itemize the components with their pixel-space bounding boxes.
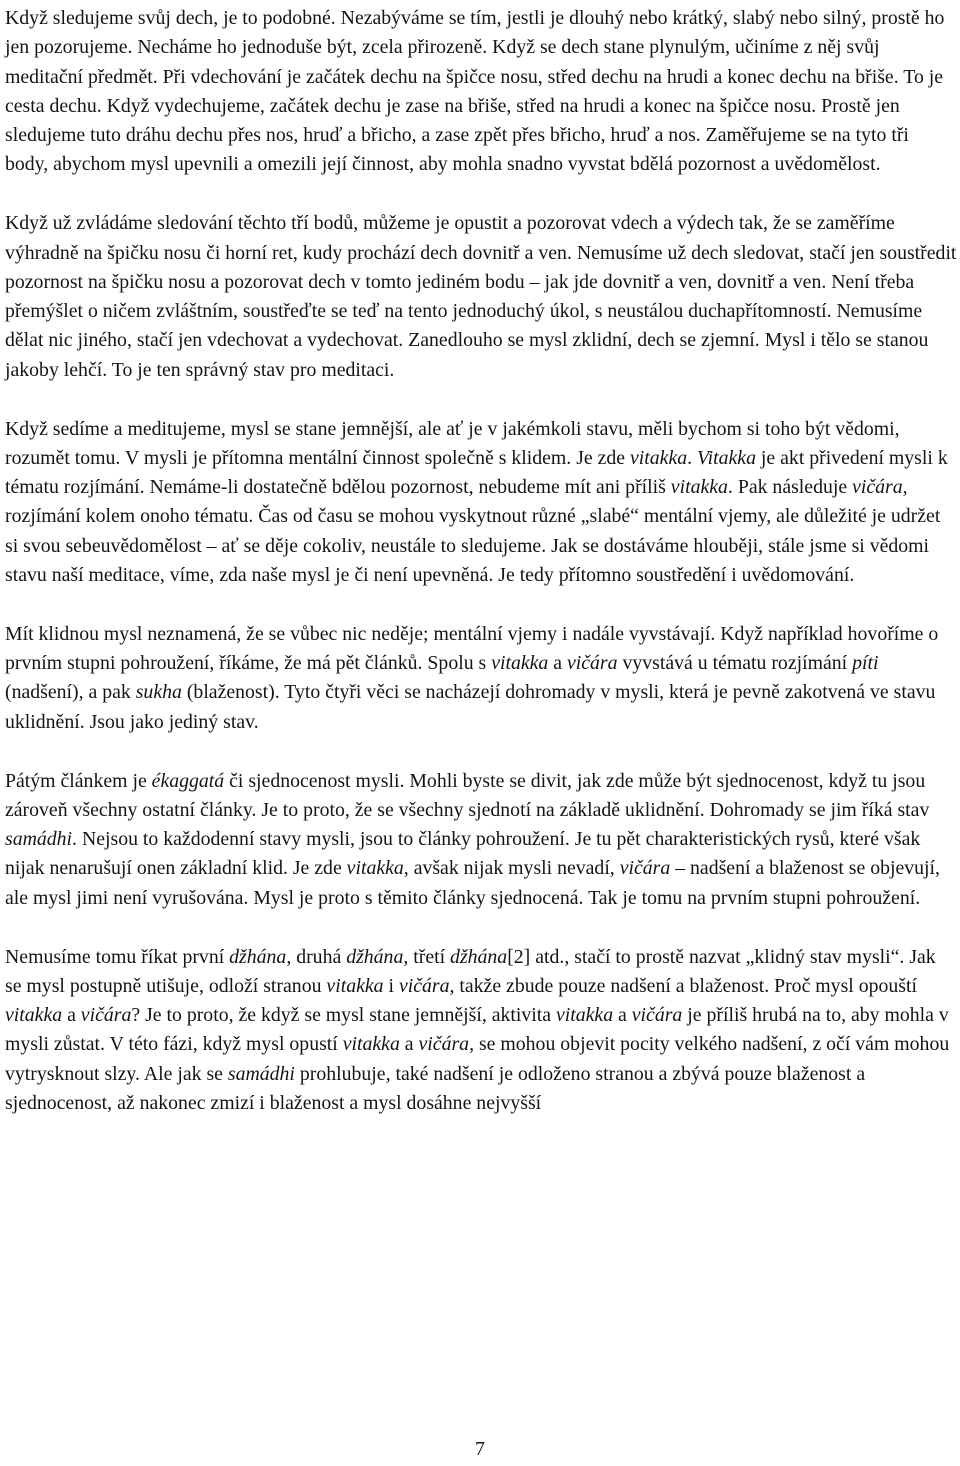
text-run: Když už zvládáme sledování těchto tří bodů, můžeme je opustit a pozorovat vdech a výdech tak, že se zaměříme výhradně na špičku nosu či horní ret, kudy prochází dech dovnitř a ven. Nemusíme už dech sledovat, stačí jen soustředit pozornost na špičku nosu a pozorovat dech v tomto jediném bodu – jak jde dovnitř a ven, dovnitř a ven. Není třeba přemýšlet o ničem zvláštním, soustřeďte se teď na tento jednoduchý úkol, s neustálou duchapřítomností. Nemusíme dělat nic jiného, stačí jen vdechovat a vydechovat. Zanedlouho se mysl zklidní, dech se zjemní. Mysl i tělo se stanou jakoby lehčí. To je ten správný stav pro meditaci.	[5, 212, 957, 381]
italic-term: vičára	[398, 974, 450, 997]
paragraph	[5, 943, 957, 1119]
italic-term: vitakka	[491, 652, 549, 675]
text-run: a	[548, 652, 567, 675]
italic-term: džhána	[346, 945, 404, 968]
text-run: [2] atd., stačí to prostě nazvat „klidný stav mysli“. Jak se mysl postupně utišuje, odloží stranou	[5, 945, 936, 997]
text-run: , druhá	[286, 945, 347, 968]
text-run: , rozjímání kolem onoho tématu. Čas od času se mohou vyskytnout různé „slabé“ mentální vjemy, ale důležité je udržet si svou sebeuvědomělost – ať se děje cokoliv, neustále to sledujeme. Jak se dostáváme hlouběji, stále jsme si vědomi stavu naší meditace, víme, zda naše mysl je či není upevněná. Je tedy přítomno soustředění i uvědomování.	[5, 476, 941, 587]
italic-term: vitakka	[630, 446, 688, 469]
text-run: . Nejsou to každodenní stavy mysli, jsou to články pohroužení. Je tu pět charakteristických rysů, které však nijak nenarušují onen základní klid. Je zde	[5, 828, 921, 880]
italic-term: Vitakka	[697, 446, 756, 469]
italic-term: vičára	[418, 1033, 470, 1056]
page-number: 7	[475, 1438, 485, 1460]
paragraph	[5, 4, 957, 180]
text-run: je akt přivedení mysli k tématu rozjímání. Nemáme-li dostatečně bdělou pozornost, nebudeme mít ani příliš	[5, 446, 948, 499]
italic-term: vitakka	[326, 974, 384, 997]
paragraph	[5, 767, 957, 913]
text-run: i	[383, 974, 399, 997]
italic-term: vičára	[566, 652, 618, 675]
italic-term: džhána	[229, 945, 287, 968]
text-run: , třetí	[403, 945, 451, 968]
italic-term: vitakka	[670, 476, 728, 499]
italic-term: samádhi	[5, 828, 73, 851]
italic-term: vitakka	[346, 857, 404, 880]
italic-term: sukha	[135, 681, 182, 704]
italic-term: vitakka	[342, 1033, 400, 1056]
text-run: (blaženost). Tyto čtyři věci se nacházejí dohromady v mysli, která je pevně zakotvená ve stavu uklidnění. Jsou jako jediný stav.	[5, 681, 936, 733]
text-run: či sjednocenost mysli. Mohli byste se divit, jak zde může být sjednocenost, když tu jsou zároveň všechny ostatní články. Je to proto, že se všechny sjednotí na základě uklidnění. Dohromady se jim říká stav	[5, 769, 930, 821]
italic-term: vitakka	[555, 1004, 614, 1027]
italic-term: vitakka	[5, 1004, 63, 1027]
italic-term: vičára	[852, 476, 903, 499]
italic-term: píti	[852, 652, 879, 675]
text-run: (nadšení), a pak	[5, 681, 136, 704]
text-run: a	[62, 1004, 81, 1027]
paragraph	[5, 620, 957, 737]
paragraph	[5, 415, 957, 591]
text-run: Mít klidnou mysl neznamená, že se vůbec nic neděje; mentální vjemy i nadále vyvstávají. Když například hovoříme o prvním stupni pohroužení, říkáme, že má pět článků. Spolu s	[5, 622, 939, 675]
text-run: Když sedíme a meditujeme, mysl se stane jemnější, ale ať je v jakémkoli stavu, měli bychom si toho být vědomi, rozumět tomu. V mysli je přítomna mentální činnost společně s klidem. Je zde	[5, 417, 900, 469]
text-run: ? Je to proto, že když se mysl stane jemnější, aktivita	[131, 1004, 556, 1027]
italic-term: ékaggatá	[151, 769, 225, 792]
text-run: Pátým článkem je	[5, 769, 152, 792]
italic-term: vičára	[80, 1004, 132, 1027]
text-run: a	[399, 1033, 419, 1056]
text-run: – nadšení a blaženost se objevují, ale mysl jimi není vyrušována. Mysl je proto s těmito články sjednocená. Tak je tomu na prvním stupni pohroužení.	[5, 857, 940, 909]
text-run: . Pak následuje	[727, 476, 853, 499]
italic-term: džhána	[450, 945, 508, 968]
italic-term: vičára	[619, 857, 671, 880]
text-run: Když sledujeme svůj dech, je to podobné. Nezabýváme se tím, jestli je dlouhý nebo krátký, slabý nebo silný, prostě ho jen pozorujeme. Necháme ho jednoduše být, zcela přirozeně. Když se dech stane plynulým, učiníme z něj svůj meditační předmět. Při vdechování je začátek dechu na špičce nosu, střed dechu na hrudi a konec dechu na břiše. To je cesta dechu. Když vydechujeme, začátek dechu je zase na břiše, střed na hrudi a konec na špičce nosu. Prostě jen sledujeme tuto dráhu dechu přes nos, hruď a břicho, a zase zpět přes břicho, hruď a nos. Zaměřujeme se na tyto tři body, abychom mysl upevnili a omezili její činnost, aby mohla snadno vyvstat bdělá pozornost a uvědomělost.	[5, 7, 945, 176]
text-run: , takže zbude pouze nadšení a blaženost. Proč mysl opouští	[449, 974, 917, 997]
text-run: a	[613, 1004, 632, 1027]
document-body	[5, 4, 957, 1118]
text-run: vyvstává u tématu rozjímání	[617, 652, 853, 675]
text-run: Nemusíme tomu říkat první	[5, 945, 230, 968]
text-run: .	[687, 446, 698, 469]
text-run: , avšak nijak mysli nevadí,	[403, 857, 620, 880]
italic-term: samádhi	[227, 1062, 295, 1085]
paragraph	[5, 209, 957, 385]
italic-term: vičára	[631, 1004, 683, 1027]
text-run: je příliš hrubá na to, aby mohla v mysli zůstat. V této fázi, když mysl opustí	[5, 1004, 949, 1056]
text-run: prohlubuje, také nadšení je odloženo stranou a zbývá pouze blaženost a sjednocenost, až nakonec zmizí i blaženost a mysl dosáhne nejvyšší	[5, 1062, 866, 1114]
text-run: , se mohou objevit pocity velkého nadšení, z očí vám mohou vytrysknout slzy. Ale jak se	[5, 1033, 950, 1085]
